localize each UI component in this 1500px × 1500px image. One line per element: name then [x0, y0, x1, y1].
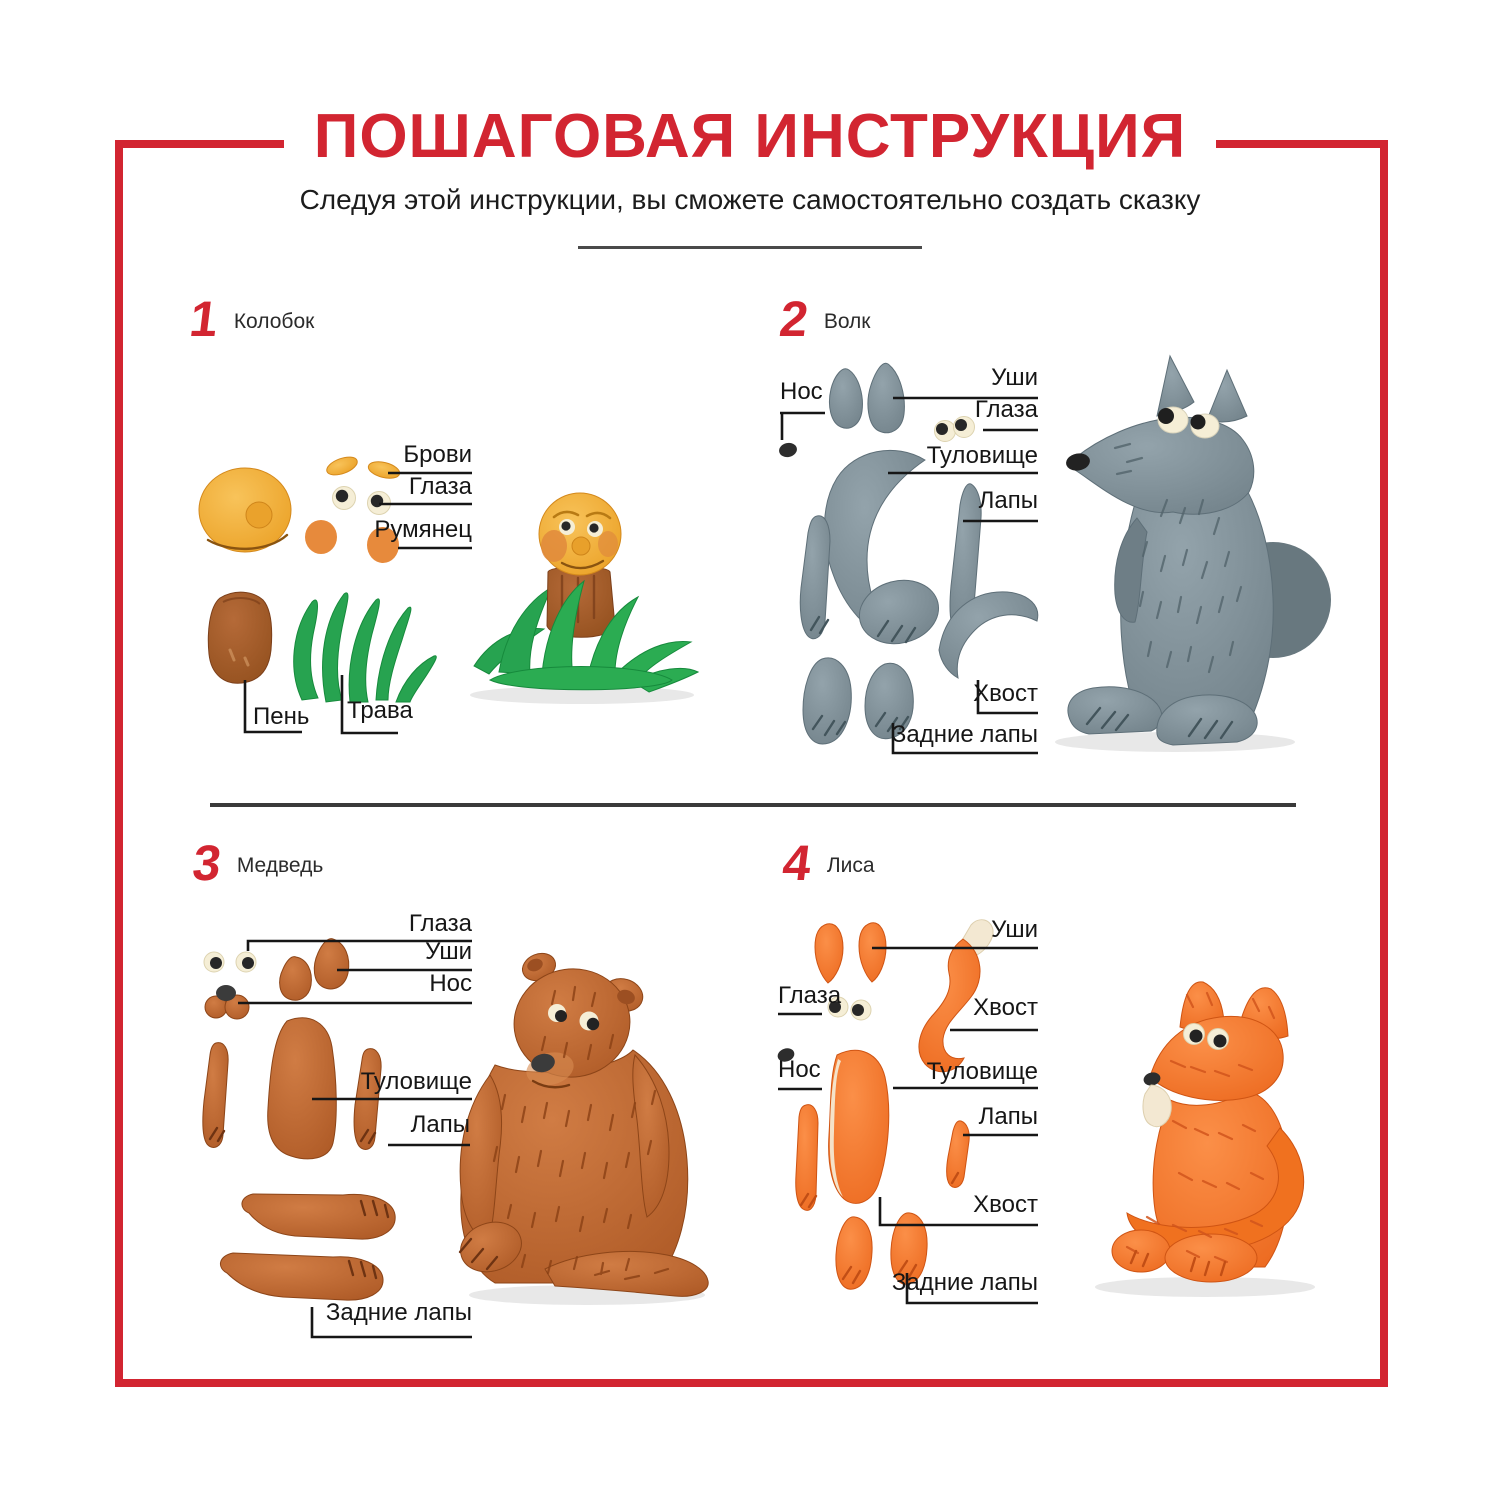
label-blush: Румянец: [374, 516, 472, 543]
label-brows: Брови: [403, 441, 472, 468]
label-nose: Нос: [780, 378, 823, 405]
label-hind-paws: Задние лапы: [891, 721, 1038, 748]
bear-eye-parts: [204, 952, 256, 972]
label-hind-paws: Задние лапы: [891, 1269, 1038, 1296]
label-nose: Нос: [429, 970, 472, 997]
bear-hind-leg-parts: [220, 1194, 395, 1300]
leader-nose: [780, 413, 825, 440]
step-1-number: 1: [186, 291, 222, 347]
step-2-header: [776, 291, 871, 347]
wolf-eye-parts: [935, 417, 975, 442]
kolobok-eye-parts: [333, 487, 391, 515]
step-1-name: Колобок: [233, 309, 315, 333]
step-1-header: [186, 291, 315, 347]
step-4-name: Лиса: [826, 853, 875, 877]
section-divider: [210, 803, 1296, 807]
bear-figure: [454, 949, 708, 1305]
label-grass: Трава: [347, 697, 413, 724]
label-ears: Уши: [425, 938, 472, 965]
label-ears: Уши: [991, 364, 1038, 391]
page-subtitle: Следуя этой инструкции, вы сможете самостоятельно создать сказку: [299, 184, 1201, 215]
label-paws: Лапы: [410, 1111, 470, 1138]
label-stump: Пень: [253, 703, 310, 730]
kolobok-assembled: [470, 493, 698, 704]
label-tail-tip: Хвост: [973, 1191, 1038, 1218]
label-tail: Хвост: [973, 994, 1038, 1021]
fox-figure: [1095, 982, 1315, 1297]
step-3-name: Медведь: [236, 853, 324, 877]
step-4-header: [779, 835, 875, 891]
label-tail: Хвост: [973, 680, 1038, 707]
label-eyes: Глаза: [974, 396, 1038, 423]
fox-ear-parts: [815, 923, 886, 983]
stump-part: [208, 592, 271, 683]
wolf-diagram: [775, 350, 1340, 790]
fox-diagram: [775, 895, 1340, 1340]
label-eyes: Глаза: [778, 982, 842, 1009]
wolf-nose-part: [778, 441, 799, 458]
label-body: Туловище: [926, 1058, 1038, 1085]
kolobok-brow-parts: [324, 453, 401, 481]
bear-diagram: [195, 895, 740, 1340]
label-body: Туловище: [926, 442, 1038, 469]
label-body: Туловище: [360, 1068, 472, 1095]
step-2-name: Волк: [823, 309, 871, 333]
subtitle-divider: [578, 246, 922, 249]
label-paws: Лапы: [978, 1103, 1038, 1130]
label-hind-paws: Задние лапы: [325, 1299, 472, 1326]
fox-body-part: [829, 1050, 889, 1203]
label-eyes: Глаза: [408, 910, 472, 937]
bear-body-part: [268, 1018, 337, 1159]
step-3-number: 3: [189, 835, 225, 891]
step-2-number: 2: [776, 291, 812, 347]
kolobok-head-part: [199, 468, 291, 552]
label-nose: Нос: [778, 1056, 821, 1083]
wolf-figure: [1055, 356, 1331, 752]
label-ears: Уши: [991, 916, 1038, 943]
grass-part: [294, 593, 437, 702]
page-title-text: ПОШАГОВАЯ ИНСТРУКЦИЯ: [284, 106, 1216, 168]
step-3-header: [189, 835, 324, 891]
label-eyes: Глаза: [408, 473, 472, 500]
kolobok-diagram: [190, 350, 740, 790]
page-title: [0, 102, 1500, 171]
step-4-number: 4: [779, 835, 815, 891]
label-paws: Лапы: [978, 487, 1038, 514]
